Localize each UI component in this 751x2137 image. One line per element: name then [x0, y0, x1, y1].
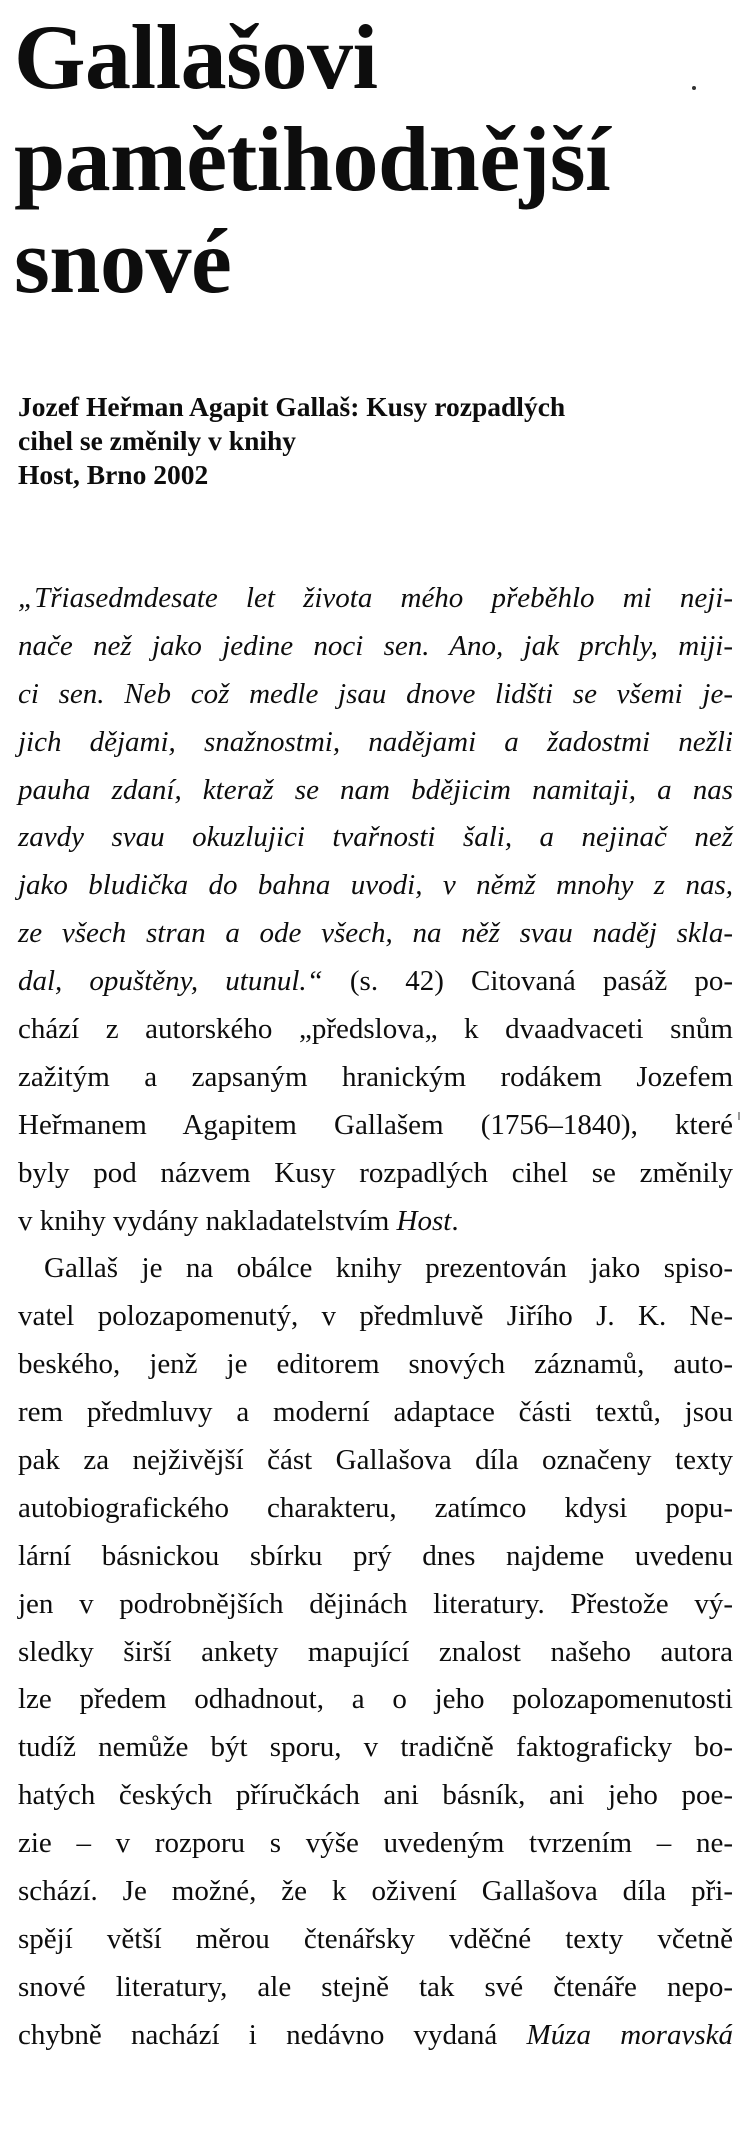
print-speck [738, 1112, 740, 1120]
text-line [18, 1198, 733, 1246]
text-line: zavdy svau okuzlujici tvařnosti šali, a nejinač než [18, 821, 733, 854]
text-line: Gallaš je na obálce knihy prezentován jako spiso- [44, 1252, 733, 1285]
text-segment: chybně nachází i nedávno vydaná [18, 2018, 527, 2051]
text-line: Heřmanem Agapitem Gallašem (1756–1840), které [18, 1108, 733, 1141]
title-line: pamětihodnější [14, 108, 611, 210]
book-citation [18, 390, 733, 492]
text-line: ci sen. Neb což medle jsau dnove lidšti se všemi je- [18, 677, 733, 710]
citation-line: Jozef Heřman Agapit Gallaš: Kusy rozpadlých [18, 391, 566, 422]
text-line: snové literatury, ale stejně tak své čtenáře nepo- [18, 1970, 733, 2003]
text-segment: . [451, 1204, 459, 1237]
text-line: tudíž nemůže být sporu, v tradičně faktograficky bo- [18, 1731, 733, 1764]
text-line: „Třiasedmdesate let života mého přeběhlo mi neji- [18, 582, 733, 614]
text-line: jich dějami, snažnostmi, nadějami a žadostmi nežli [18, 725, 733, 758]
text-line: beského, jenž je editorem snových záznamů, auto- [18, 1348, 733, 1381]
book-title: Múza moravská [526, 2018, 733, 2051]
quote-end: dal, opuštěny, utunul.“ [18, 965, 323, 998]
paragraph-1 [18, 575, 733, 1245]
text-line: lární básnickou sbírku prý dnes najdeme uvedenu [18, 1539, 733, 1572]
text-line [18, 2012, 733, 2060]
article-title [14, 6, 734, 312]
text-line: schází. Je možné, že k oživení Gallašova díla při- [18, 1875, 733, 1908]
paragraph-2 [18, 1245, 733, 2059]
text-line: autobiografického charakteru, zatímco kdysi popu- [18, 1491, 733, 1524]
citation-line: Host, Brno 2002 [18, 459, 209, 490]
text-line: zie – v rozporu s výše uvedeným tvrzením – ne- [18, 1827, 733, 1860]
text-line [18, 958, 733, 1006]
citation-text: (s. 42) Citovaná pasáž po- [322, 965, 733, 998]
text-line: byly pod názvem Kusy rozpadlých cihel se změnily [18, 1156, 733, 1189]
text-line: jen v podrobnějších dějinách literatury. Přestože vý- [18, 1587, 733, 1620]
text-line: nače než jako jedine noci sen. Ano, jak prchly, miji- [18, 629, 733, 662]
text-line: hatých českých příručkách ani básník, ani jeho poe- [18, 1779, 733, 1812]
article-body [18, 575, 733, 2060]
text-line: vatel polozapomenutý, v předmluvě Jiřího J. K. Ne- [18, 1300, 733, 1333]
text-line: jako bludička do bahna uvodi, v němž mnohy z nas, [18, 869, 733, 902]
text-line: spějí větší měrou čtenářsky vděčné texty včetně [18, 1922, 733, 1955]
text-line: pak za nejživější část Gallašova díla označeny texty [18, 1444, 733, 1477]
text-line: lze předem odhadnout, a o jeho polozapomenutosti [18, 1683, 733, 1716]
text-line: zažitým a zapsaným hranickým rodákem Jozefem [18, 1060, 733, 1093]
text-line: sledky širší ankety mapující znalost našeho autora [18, 1635, 733, 1668]
publisher-name: Host [396, 1204, 452, 1237]
text-segment: v knihy vydány nakladatelstvím [18, 1204, 397, 1237]
text-line: rem předmluvy a moderní adaptace části textů, jsou [18, 1396, 733, 1429]
text-line: chází z autorského „předslova„ k dvaadvaceti snům [18, 1013, 733, 1046]
text-line: pauha zdaní, kteraž se nam bdějicim namitaji, a nas [18, 773, 733, 806]
text-line: ze všech stran a ode všech, na něž svau naděj skla- [18, 917, 733, 950]
title-line: snové [14, 210, 232, 312]
title-line: Gallašovi [14, 6, 378, 108]
citation-line: cihel se změnily v knihy [18, 425, 297, 456]
